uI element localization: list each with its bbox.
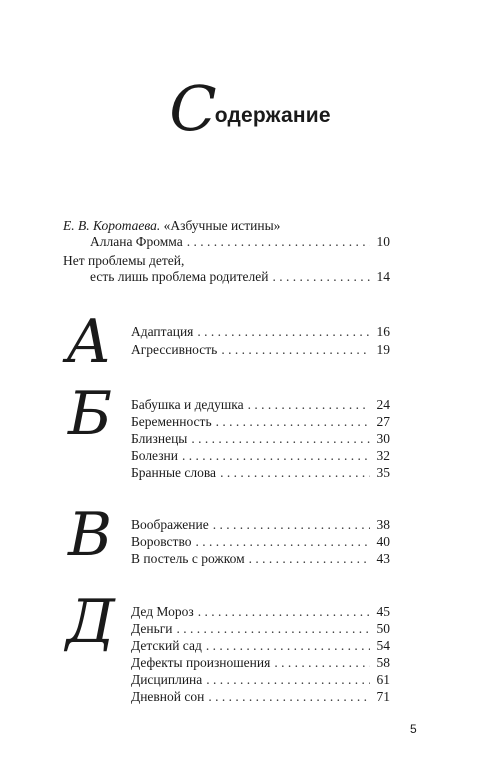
section-letter-a: А [66,307,112,377]
toc-entry-page: 58 [376,655,390,670]
toc-entry[interactable] [131,465,390,480]
leader-dots [206,638,370,653]
toc-entry[interactable] [131,551,390,566]
toc-entry-title: Дневной сон [131,689,205,704]
leader-dots [191,431,370,446]
toc-entry[interactable] [131,621,390,636]
toc-entry[interactable] [131,672,390,687]
toc-entry-title: Воображение [131,517,209,532]
leader-dots [273,269,371,284]
toc-entry-page: 38 [376,517,390,532]
toc-entry-page: 50 [376,621,390,636]
toc-entry[interactable] [131,604,390,619]
leader-dots [248,397,370,412]
toc-entry-page: 43 [376,551,390,566]
toc-entry[interactable] [131,431,390,446]
toc-entry-page: 61 [376,672,390,687]
toc-entry-title: Дефекты произношения [131,655,271,670]
toc-entry-title: Агрессивность [131,342,218,357]
page-number: 5 [410,722,417,736]
leader-dots [197,324,370,339]
title-initial: С [169,72,215,145]
leader-dots [274,655,370,670]
toc-entry[interactable] [131,689,390,704]
toc-entry-title: Бабушка и дедушка [131,397,244,412]
intro-line-1 [63,218,280,233]
section-letter-b: Б [68,379,113,449]
toc-entry[interactable] [131,448,390,463]
toc-entry-page: 71 [376,689,390,704]
toc-entry-title: Бранные слова [131,465,217,480]
toc-entry[interactable] [131,414,390,429]
section-letter-d: Д [66,587,115,657]
toc-entry-page: 27 [376,414,390,429]
leader-dots [187,234,370,249]
leader-dots [220,465,370,480]
toc-entry-page: 32 [376,448,390,463]
toc-entry-title: Деньги [131,621,173,636]
page-title [0,72,500,145]
toc-entry[interactable] [131,655,390,670]
section-letter-v: В [68,500,113,570]
toc-entry[interactable] [90,234,390,249]
leader-dots [213,517,370,532]
toc-entry-title: Болезни [131,448,178,463]
toc-entry-page: 45 [376,604,390,619]
toc-entry-page: 19 [376,342,390,357]
leader-dots [182,448,370,463]
toc-entry-page: 30 [376,431,390,446]
toc-entry[interactable] [131,397,390,412]
toc-entry-title: Детский сад [131,638,202,653]
leader-dots [195,534,370,549]
toc-entry-page: 24 [376,397,390,412]
leader-dots [216,414,370,429]
toc-entry-title: Дисциплина [131,672,203,687]
toc-entry-title: Беременность [131,414,212,429]
intro-author: Е. В. Коротаева. [63,218,161,233]
leader-dots [177,621,370,636]
toc-entry-page: 54 [376,638,390,653]
toc-entry[interactable] [131,324,390,339]
leader-dots [198,604,370,619]
toc-entry[interactable] [131,638,390,653]
toc-entry-title: Адаптация [131,324,194,339]
toc-entry[interactable] [131,342,390,357]
toc-entry-page: 16 [376,324,390,339]
toc-entry-title: Воровство [131,534,192,549]
toc-entry-title: есть лишь проблема родителей [90,269,269,284]
toc-entry-title: В постель с рожком [131,551,245,566]
toc-entry[interactable] [131,517,390,532]
toc-entry-page: 35 [376,465,390,480]
title-text: одержание [214,104,331,127]
toc-entry-page: 40 [376,534,390,549]
leader-dots [249,551,370,566]
toc-entry[interactable] [90,269,390,284]
toc-entry[interactable] [131,534,390,549]
leader-dots [221,342,370,357]
leader-dots [208,689,370,704]
intro-line-1-rest: «Азбучные истины» [160,218,281,233]
leader-dots [206,672,370,687]
toc-entry-page: 10 [376,234,390,249]
toc-entry-title: Дед Мороз [131,604,194,619]
toc-entry-page: 14 [376,269,390,284]
toc-entry-title: Близнецы [131,431,188,446]
intro-line-3: Нет проблемы детей, [63,253,185,268]
toc-entry-title: Аллана Фромма [90,234,183,249]
